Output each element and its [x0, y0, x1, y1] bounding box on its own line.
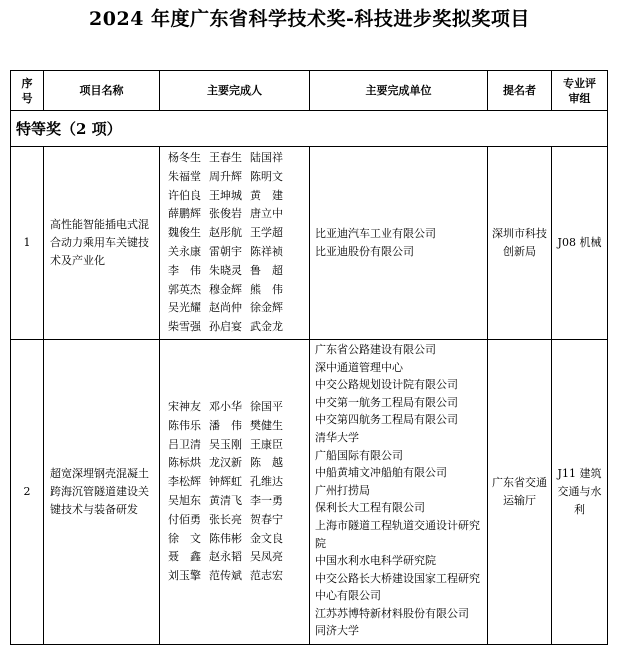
person-name: 李一勇: [250, 493, 283, 507]
unit-name: 上海市隧道工程轨道交通设计研究院: [315, 518, 480, 550]
people-row: [168, 299, 309, 318]
person-name: 朱福堂: [168, 169, 201, 183]
person-name: 龙汉新: [209, 456, 242, 470]
units-list: [315, 225, 483, 260]
row-units: [310, 147, 488, 340]
row-seq: 1: [11, 147, 44, 340]
person-name: 杨冬生: [168, 151, 201, 164]
people-row: [168, 398, 309, 417]
people-row: [168, 548, 309, 567]
person-name: 陈明文: [250, 169, 283, 183]
people-row: [168, 149, 309, 168]
person-name: 黄清飞: [209, 493, 242, 507]
unit-name: 中国水利水电科学研究院: [315, 554, 436, 568]
unit-name: 广东省公路建设有限公司: [315, 342, 436, 356]
grade-row: [11, 111, 608, 147]
person-name: 徐金辉: [250, 301, 283, 315]
unit-name: 江苏苏博特新材料股份有限公司: [315, 606, 469, 620]
people-row: [168, 436, 309, 455]
header-category: 专业评审组: [552, 71, 608, 111]
award-table: [10, 70, 608, 645]
person-name: 吴光耀: [168, 301, 201, 315]
person-name: 陈 越: [250, 456, 283, 470]
table-row: [11, 339, 608, 644]
unit-name: 中交公路规划设计院有限公司: [315, 378, 458, 392]
person-name: 赵彤航: [209, 226, 242, 240]
person-name: 金文良: [250, 531, 283, 545]
people-row: [168, 262, 309, 281]
unit-name: 保利长大工程有限公司: [315, 501, 425, 515]
person-name: 穆金辉: [209, 282, 242, 296]
row-nominator: 深圳市科技创新局: [488, 147, 552, 340]
unit-name: 比亚迪股份有限公司: [315, 244, 414, 258]
person-name: 赵尚仲: [209, 301, 242, 315]
person-name: 张长亮: [209, 512, 242, 526]
person-name: 贺春宁: [250, 512, 283, 526]
person-name: 吴旭东: [168, 493, 201, 507]
row-category: J08 机械: [552, 147, 608, 340]
person-name: 吴玉刚: [209, 437, 242, 451]
person-name: 张俊岩: [209, 207, 242, 221]
people-row: [168, 205, 309, 224]
people-row: [168, 473, 309, 492]
person-name: 邓小华: [209, 399, 242, 413]
people-row: [168, 243, 309, 262]
unit-name: 中船黄埔文冲船舶有限公司: [315, 466, 447, 480]
person-name: 武金龙: [250, 320, 283, 334]
person-name: 范志宏: [250, 569, 283, 583]
person-name: 李松辉: [168, 475, 201, 489]
person-name: 王坤城: [209, 188, 242, 202]
person-name: 孔维达: [250, 475, 283, 489]
person-name: 薛鹏辉: [168, 207, 201, 221]
person-name: 宋神友: [168, 399, 201, 413]
header-row: [11, 71, 608, 111]
person-name: 钟辉虹: [209, 475, 242, 489]
header-people: 主要完成人: [160, 71, 310, 111]
person-name: 熊 伟: [250, 282, 283, 296]
person-name: 雷朝宇: [209, 244, 242, 258]
row-category: J11 建筑交通与水利: [552, 339, 608, 644]
people-row: [168, 224, 309, 243]
person-name: 范传斌: [209, 569, 242, 583]
row-project: 高性能智能插电式混合动力乘用车关键技术及产业化: [44, 147, 160, 340]
header-units: 主要完成单位: [310, 71, 488, 111]
people-row: [168, 492, 309, 511]
unit-name: 比亚迪汽车工业有限公司: [315, 227, 436, 241]
person-name: 徐 文: [168, 531, 201, 545]
unit-name: 广州打捞局: [315, 483, 370, 497]
person-name: 付佰勇: [168, 512, 201, 526]
header-project: 项目名称: [44, 71, 160, 111]
unit-name: 深中通道管理中心: [315, 360, 403, 374]
person-name: 吕卫清: [168, 437, 201, 451]
person-name: 潘 伟: [209, 418, 242, 432]
person-name: 吴凤亮: [250, 550, 283, 564]
people-row: [168, 318, 309, 337]
people-row: [168, 567, 309, 586]
people-row: [168, 511, 309, 530]
header-nominator: 提名者: [488, 71, 552, 111]
grade-label: 特等奖（2 项）: [11, 111, 608, 147]
units-list: [315, 341, 483, 640]
person-name: 黄 建: [250, 188, 283, 202]
people-list: [168, 149, 309, 337]
row-nominator: 广东省交通运输厅: [488, 339, 552, 644]
row-project: 超宽深埋钢壳混凝土跨海沉管隧道建设关键技术与装备研发: [44, 339, 160, 644]
person-name: 李 伟: [168, 263, 201, 277]
unit-name: 中交第一航务工程局有限公司: [315, 395, 458, 409]
person-name: 唐立中: [250, 207, 283, 221]
person-name: 陈祥祯: [250, 244, 283, 258]
people-row: [168, 168, 309, 187]
person-name: 陈伟彬: [209, 531, 242, 545]
row-seq: 2: [11, 339, 44, 644]
person-name: 柴雪强: [168, 320, 201, 334]
person-name: 关永康: [168, 244, 201, 258]
people-row: [168, 454, 309, 473]
table-row: [11, 147, 608, 340]
row-units: [310, 339, 488, 644]
person-name: 聂 鑫: [168, 550, 201, 564]
person-name: 王春生: [209, 151, 242, 164]
header-seq: 序 号: [11, 71, 44, 111]
people-row: [168, 187, 309, 206]
people-list: [168, 398, 309, 586]
unit-name: 中交公路长大桥建设国家工程研究中心有限公司: [315, 571, 480, 603]
person-name: 陈标烘: [168, 456, 201, 470]
person-name: 周升辉: [209, 169, 242, 183]
unit-name: 同济大学: [315, 624, 359, 638]
person-name: 孙启宴: [209, 320, 242, 334]
row-people: [160, 339, 310, 644]
person-name: 刘玉擎: [168, 569, 201, 583]
unit-name: 清华大学: [315, 430, 359, 444]
person-name: 魏俊生: [168, 226, 201, 240]
page-title: 2024 年度广东省科学技术奖-科技进步奖拟奖项目: [89, 8, 530, 30]
person-name: 徐国平: [250, 399, 283, 413]
people-row: [168, 530, 309, 549]
person-name: 赵永韬: [209, 550, 242, 564]
row-people: [160, 147, 310, 340]
person-name: 郭英杰: [168, 282, 201, 296]
person-name: 陆国祥: [250, 151, 283, 164]
person-name: 许伯良: [168, 188, 201, 202]
person-name: 鲁 超: [250, 263, 283, 277]
unit-name: 中交第四航务工程局有限公司: [315, 413, 458, 427]
people-row: [168, 281, 309, 300]
person-name: 王学超: [250, 226, 283, 240]
person-name: 陈伟乐: [168, 418, 201, 432]
person-name: 樊健生: [250, 418, 283, 432]
person-name: 王康臣: [250, 437, 283, 451]
people-row: [168, 417, 309, 436]
unit-name: 广船国际有限公司: [315, 448, 403, 462]
person-name: 朱晓灵: [209, 263, 242, 277]
